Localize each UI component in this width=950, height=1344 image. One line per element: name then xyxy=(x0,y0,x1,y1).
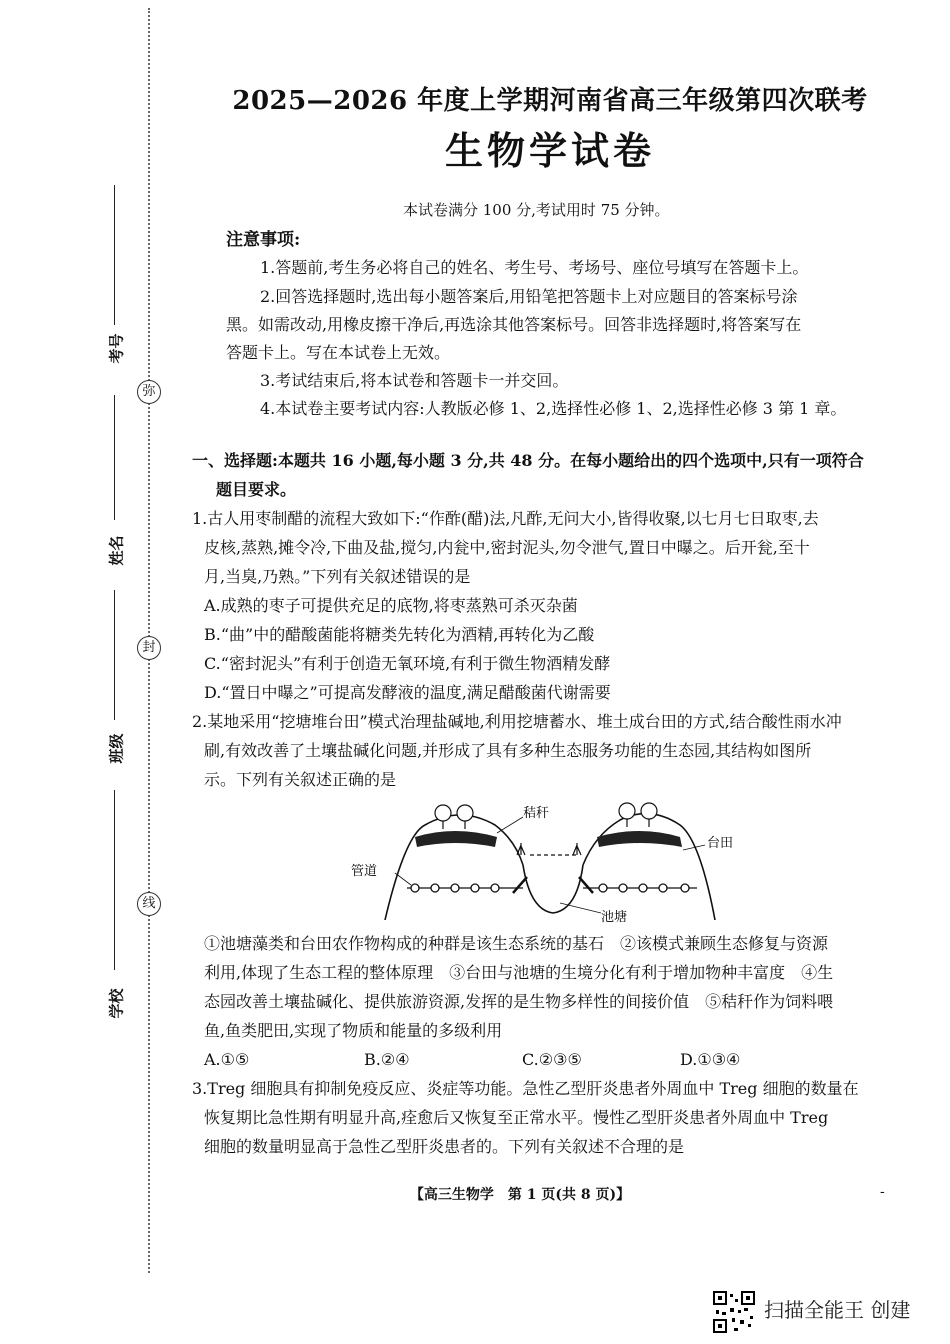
xuexiao-line xyxy=(114,790,115,970)
q2-stem-3: 示。下列有关叙述正确的是 xyxy=(204,770,397,789)
section1-heading: 一、选择题:本题共 16 小题,每小题 3 分,共 48 分。在每小题给出的四个选项中,只有一项符合 xyxy=(192,451,864,470)
q2-statement-2: 利用,体现了生态工程的整体原理 ③台田与池塘的生境分化有利于增加物种丰富度 ④生 xyxy=(204,963,834,982)
pipe-right xyxy=(583,884,697,892)
field-label-kaohao: 考号 xyxy=(107,333,126,364)
q1-stem-1: 1.古人用枣制醋的流程大致如下:“作酢(醋)法,凡酢,无问大小,皆得收聚,以七月七日取枣,去 xyxy=(192,509,819,528)
q3-stem-3: 细胞的数量明显高于急性乙型肝炎患者的。下列有关叙述不合理的是 xyxy=(204,1137,685,1156)
trees-right xyxy=(619,803,657,827)
subject-title: 生物学试卷 xyxy=(444,128,655,173)
q1-option-d: D.“置日中曝之”可提高发酵液的温度,满足醋酸菌代谢需要 xyxy=(204,683,611,702)
q3-stem-2: 恢复期比急性期有明显升高,痊愈后又恢复至正常水平。慢性乙型肝炎患者外周血中 Treg xyxy=(204,1108,829,1127)
straw-layer-right xyxy=(597,831,682,847)
q1-option-a: A.成熟的枣子可提供充足的底物,将枣蒸熟可杀灭杂菌 xyxy=(204,596,578,615)
q2-stem-2: 刷,有效改善了土壤盐碱化问题,并形成了具有多种生态服务功能的生态园,其结构如图所 xyxy=(204,741,812,760)
note-2-end: 答题卡上。写在本试卷上无效。 xyxy=(226,343,451,362)
label-field: 台田 xyxy=(707,836,734,851)
note-4: 4.本试卷主要考试内容:人教版必修 1、2,选择性必修 1、2,选择性必修 3 第 1 章。 xyxy=(260,399,847,418)
page-footer: 【高三生物学 第 1 页(共 8 页)】 xyxy=(409,1187,631,1203)
trees-left xyxy=(435,805,473,829)
label-pipe: 管道 xyxy=(351,864,378,879)
straw-layer-left xyxy=(415,831,497,847)
pipe-leader xyxy=(395,873,411,885)
qr-code-icon xyxy=(712,1290,756,1334)
pipe-outlet-right xyxy=(579,877,593,893)
note-1: 1.答题前,考生务必将自己的姓名、考生号、考场号、座位号填写在答题卡上。 xyxy=(260,258,809,277)
kaohao-line xyxy=(114,185,115,325)
q2-stem-1: 2.某地采用“挖塘堆台田”模式治理盐碱地,利用挖塘蓄水、堆土成台田的方式,结合酸性雨水冲 xyxy=(192,712,842,731)
q2-statement-1: ①池塘藻类和台田农作物构成的种群是该生态系统的基石 ②该模式兼顾生态修复与资源 xyxy=(204,934,829,953)
q2-statement-3: 态园改善土壤盐碱化、提供旅游资源,发挥的是生物多样性的间接价值 ⑤秸秆作为饲料喂 xyxy=(204,992,834,1011)
watermark-text: 扫描全能王 创建 xyxy=(764,1298,911,1322)
label-straw: 秸秆 xyxy=(523,806,550,821)
xingming-line xyxy=(114,395,115,520)
pipe-outlet-left xyxy=(513,877,527,893)
seal-char-feng: 封 xyxy=(137,636,161,660)
exam-title: 2025—2026 年度上学期河南省高三年级第四次联考 xyxy=(232,86,868,116)
right-field-mound xyxy=(583,814,715,920)
q1-stem-3: 月,当臭,乃熟。”下列有关叙述错误的是 xyxy=(204,567,471,586)
left-field-mound xyxy=(385,815,523,920)
q1-option-b: B.“曲”中的醋酸菌能将糖类先转化为酒精,再转化为乙酸 xyxy=(204,625,595,644)
q2-option-d: D.①③④ xyxy=(680,1050,741,1069)
q2-option-b: B.②④ xyxy=(364,1050,410,1069)
q2-option-c: C.②③⑤ xyxy=(522,1050,582,1069)
straw-leader xyxy=(497,817,523,833)
q1-stem-2: 皮核,蒸熟,摊令冷,下曲及盐,搅匀,内瓮中,密封泥头,勿令泄气,置日中曝之。后开瓮,至十 xyxy=(204,538,810,557)
score-time-info: 本试卷满分 100 分,考试用时 75 分钟。 xyxy=(403,201,670,219)
grass-tufts xyxy=(517,843,581,855)
q2-statement-4: 鱼,鱼类肥田,实现了物质和能量的多级利用 xyxy=(204,1021,503,1040)
q3-stem-1: 3.Treg 细胞具有抑制免疫反应、炎症等功能。急性乙型肝炎患者外周血中 Treg 细胞的数量在 xyxy=(192,1079,859,1098)
banji-line xyxy=(114,590,115,720)
pond-basin xyxy=(523,865,583,913)
footer-dash: - xyxy=(880,1184,885,1200)
field-label-xuexiao: 学校 xyxy=(107,988,126,1019)
seal-char-mi: 弥 xyxy=(137,380,161,404)
field-label-banji: 班级 xyxy=(107,733,126,764)
note-2: 2.回答选择题时,选出每小题答案后,用铅笔把答题卡上对应题目的答案标号涂 xyxy=(260,287,798,306)
pond-field-diagram xyxy=(345,795,745,925)
label-pond: 池塘 xyxy=(601,910,628,925)
note-2-cont: 黑。如需改动,用橡皮擦干净后,再选涂其他答案标号。回答非选择题时,将答案写在 xyxy=(226,315,802,334)
notes-title: 注意事项: xyxy=(226,230,301,250)
pipe-left xyxy=(407,884,523,892)
q1-option-c: C.“密封泥头”有利于创造无氧环境,有利于微生物酒精发酵 xyxy=(204,654,611,673)
note-3: 3.考试结束后,将本试卷和答题卡一并交回。 xyxy=(260,371,569,390)
q2-option-a: A.①⑤ xyxy=(204,1050,250,1069)
seal-char-xian: 线 xyxy=(137,892,161,916)
field-label-xingming: 姓名 xyxy=(107,535,126,566)
section1-heading-cont: 题目要求。 xyxy=(216,480,297,499)
